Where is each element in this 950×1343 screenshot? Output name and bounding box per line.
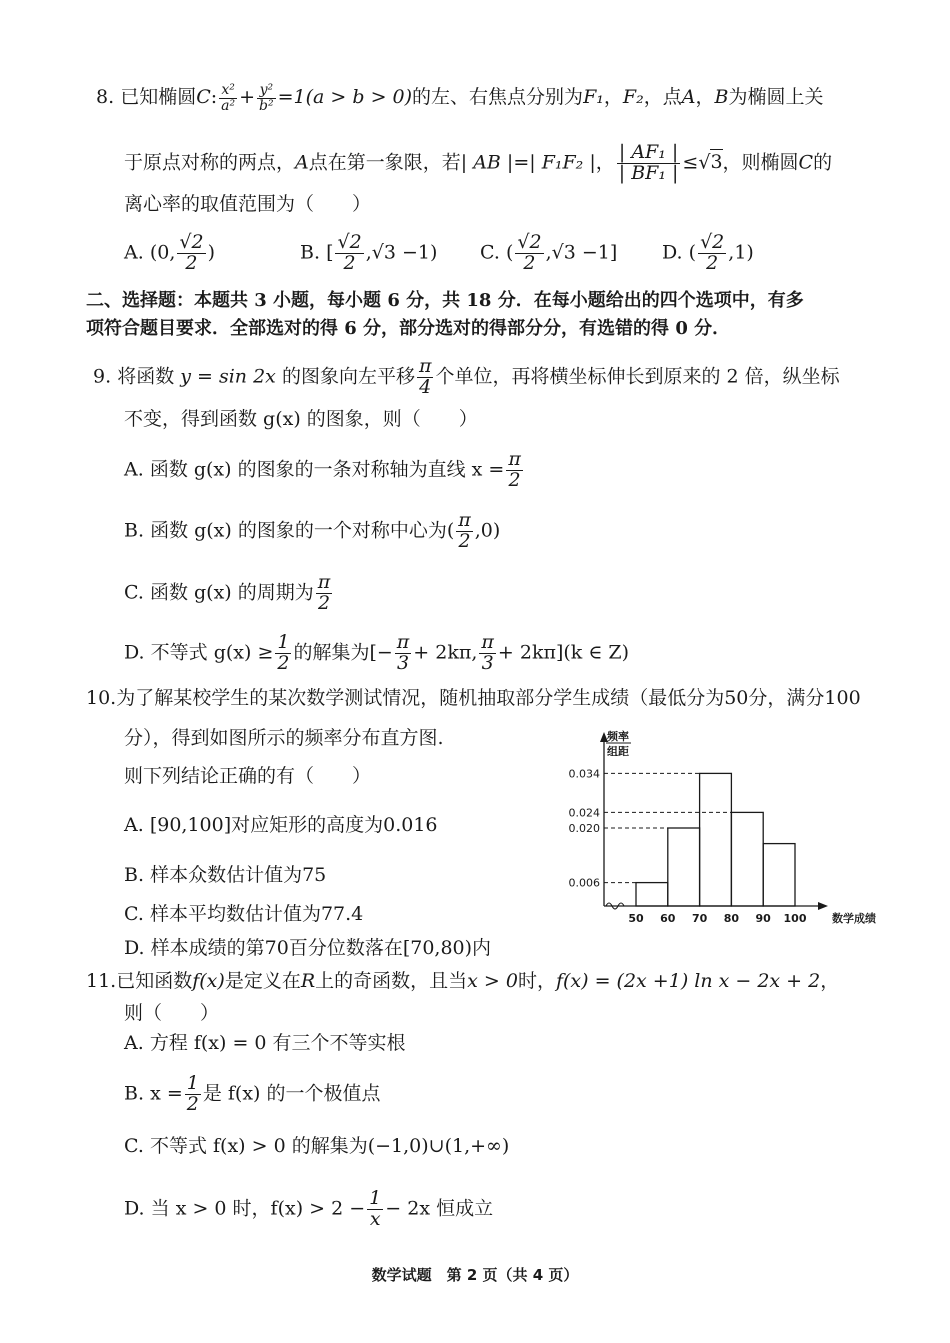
q11-number: 11. xyxy=(86,970,117,992)
histogram-bar xyxy=(668,828,700,906)
histogram-bar xyxy=(700,773,732,906)
ytick-label: 0.020 xyxy=(568,822,600,835)
q9-line1: 9. 将函数 y = sin 2x 的图象向左平移 $\frac{\pi}{4}$ 个单位，再将横坐标伸长到原来的 2 倍，纵坐标 xyxy=(93,355,840,398)
q10-line1: 10.为了解某校学生的某次数学测试情况，随机抽取部分学生成绩（最低分为50分，满分100 xyxy=(86,687,861,709)
ellipse-frac-y: $\frac{\text{y²}}{\text{b²}}$ xyxy=(259,82,274,114)
section2-line2: 项符合题目要求．全部选对的得 6 分，部分选对的得部分分，有选错的得 0 分． xyxy=(86,318,731,339)
ellipse-frac-x: $\frac{\text{x²}}{\text{a²}}$ xyxy=(221,82,236,114)
frequency-histogram xyxy=(556,726,886,926)
q11-option-a: A. 方程 f(x) = 0 有三个不等实根 xyxy=(124,1032,406,1054)
xlabel: 数学成绩 xyxy=(832,912,876,925)
q9-option-b: B. 函数 g(x) 的图象的一个对称中心为( $\frac{\pi}{2}$ ,0) xyxy=(124,509,501,552)
q8-option-d: D. ( $\frac{√2}{2}$ ,1) xyxy=(662,231,754,274)
histogram-bar xyxy=(763,844,795,906)
q11-option-b: B. x = $\frac{1}{2}$ 是 f(x) 的一个极值点 xyxy=(124,1072,381,1115)
xtick-label: 90 xyxy=(755,912,771,925)
q11-line2: 则（ ） xyxy=(124,1002,220,1024)
xtick-label: 80 xyxy=(723,912,740,925)
ytick-label: 0.024 xyxy=(568,806,600,820)
q10-option-c: C. 样本平均数估计值为77.4 xyxy=(124,903,364,925)
q8-line2: 于原点对称的两点，A点在第一象限，若| AB |=| F₁F₂ |， $\frac{\text{| AF₁ |}}{\text{| BF₁ |}}$ ≤√3，则椭圆C的 xyxy=(124,141,833,184)
histogram-bar xyxy=(731,812,763,906)
q10-option-a: A. [90,100]对应矩形的高度为0.016 xyxy=(124,814,438,836)
q8-line3: 离心率的取值范围为（ ） xyxy=(124,193,372,215)
ytick-label: 0.006 xyxy=(568,876,600,890)
section2-line1: 二、选择题：本题共 3 小题，每小题 6 分，共 18 分．在每小题给出的四个选项中，有多 xyxy=(86,290,804,311)
ratio-frac: $\frac{\text{| AF₁ |}}{\text{| BF₁ |}}$ xyxy=(618,141,679,184)
xtick-label: 100 xyxy=(783,912,807,925)
histogram-bar xyxy=(636,883,668,906)
q10-line3: 则下列结论正确的有（ ） xyxy=(124,765,372,787)
q8-number: 8. xyxy=(96,86,115,109)
q9-option-d: D. 不等式 g(x) ≥ $\frac{1}{2}$ 的解集为[− $\frac{\pi}{3}$ + 2kπ, $\frac{\pi}{3}$ + 2kπ](k ∈ Z) xyxy=(124,631,630,674)
q10-option-d: D. 样本成绩的第70百分位数落在[70,80)内 xyxy=(124,937,492,959)
xtick-label: 70 xyxy=(691,912,708,925)
ylabel-bottom: 组距 xyxy=(607,745,629,758)
q10-option-b: B. 样本众数估计值为75 xyxy=(124,864,327,886)
q11-option-d: D. 当 x > 0 时，f(x) > 2 − $\frac{1}{x}$ − 2x 恒成立 xyxy=(124,1187,494,1230)
x-axis-arrow xyxy=(818,902,828,910)
page-footer: 数学试题 第 2 页（共 4 页） xyxy=(371,1266,579,1284)
q10-number: 10. xyxy=(86,687,117,709)
q9-line2: 不变，得到函数 g(x) 的图象，则（ ） xyxy=(124,408,478,430)
q8-option-c: C. ( $\frac{√2}{2}$ ,√3 −1] xyxy=(480,231,618,274)
q8-option-b: B. [ $\frac{√2}{2}$ ,√3 −1) xyxy=(300,231,438,274)
ylabel-top: 频率 xyxy=(607,730,629,743)
xtick-label: 50 xyxy=(628,912,644,925)
q9-number: 9. xyxy=(93,365,112,388)
q8-line1: 8. 已知椭圆C: $\frac{\text{x²}}{\text{a²}}$ + $\frac{\text{y²}}{\text{b²}}$ =1(a > b > 0)的左、右焦点分别为F₁，F₂，点A，B为椭圆上关 xyxy=(96,82,824,114)
q11-option-c: C. 不等式 f(x) > 0 的解集为(−1,0)∪(1,+∞) xyxy=(124,1135,510,1157)
xtick-label: 60 xyxy=(660,912,676,925)
q9-option-a: A. 函数 g(x) 的图象的一条对称轴为直线 x = $\frac{\pi}{2}$ xyxy=(124,448,521,491)
q8-option-a: A. (0, $\frac{√2}{2}$ ) xyxy=(124,231,215,274)
ytick-label: 0.034 xyxy=(568,767,600,781)
q9-option-c: C. 函数 g(x) 的周期为 $\frac{\pi}{2}$ xyxy=(124,571,331,614)
q10-line2: 分），得到如图所示的频率分布直方图. xyxy=(124,727,444,749)
q11-line1: 11.已知函数f(x)是定义在R上的奇函数，且当x > 0时，f(x) = (2x +1) ln x − 2x + 2， xyxy=(86,970,840,992)
